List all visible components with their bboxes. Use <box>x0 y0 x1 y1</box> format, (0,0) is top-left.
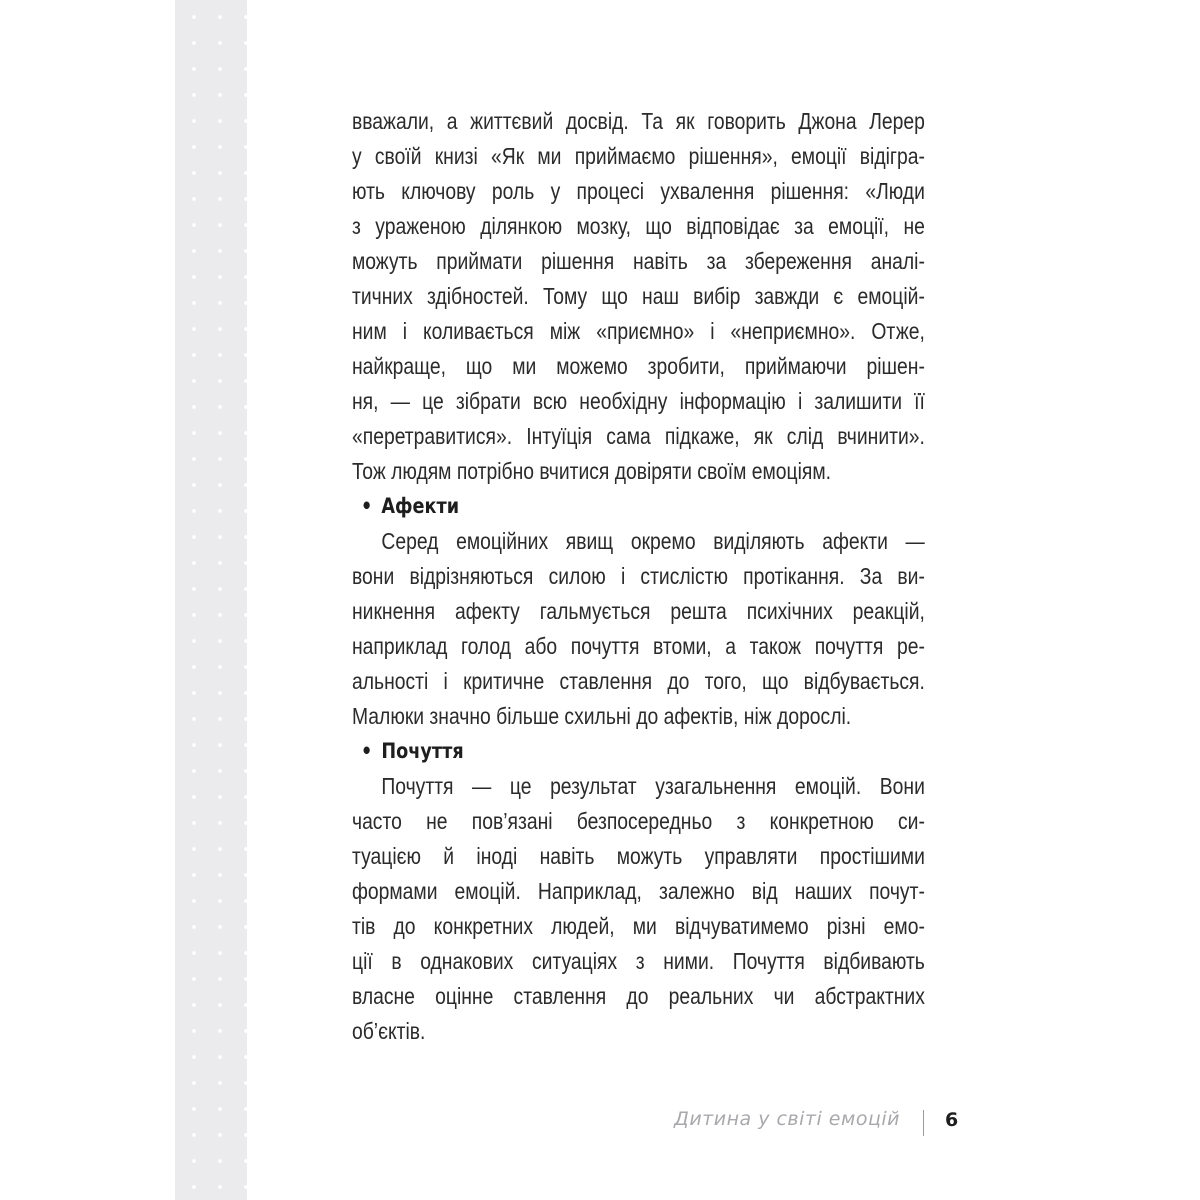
body-line: об’єктів. <box>352 1018 426 1044</box>
page-number: 6 <box>945 1109 959 1131</box>
body-line: ня, — це зібрати всю необхідну інформацію і залишити її <box>352 388 925 414</box>
body-line: тів до конкретних людей, ми відчуватимемо різні емо- <box>352 913 925 939</box>
body-line: Малюки значно більше схильні до афектів, ніж дорослі. <box>352 703 852 729</box>
body-line: ють ключову роль у процесі ухвалення рішення: «Люди <box>352 178 925 204</box>
body-line: формами емоцій. Наприклад, залежно від наших почут- <box>352 878 925 904</box>
body-line: Тож людям потрібно вчитися довіряти своїм емоціям. <box>352 458 832 484</box>
body-line: тичних здібностей. Тому що наш вибір завжди є емоцій- <box>352 283 925 309</box>
section-heading-label: Почуття <box>381 739 464 763</box>
section-heading-affects <box>352 489 925 524</box>
body-line: «перетравитися». Інтуїція сама підкаже, як слід вчинити». <box>352 423 925 449</box>
decorative-side-band <box>175 0 247 1200</box>
body-line: ції в однакових ситуаціях з ними. Почуття відбивають <box>352 948 925 974</box>
body-line: никнення афекту гальмується решта психічних реакцій, <box>352 598 925 624</box>
body-line: у своїй книзі «Як ми приймаємо рішення», емоції відігра- <box>352 143 925 169</box>
section-heading-label: Афекти <box>381 494 460 518</box>
body-line: туацією й іноді навіть можуть управляти простішими <box>352 843 925 869</box>
body-line: Серед емоційних явищ окремо виділяють афекти — <box>381 528 925 554</box>
running-title: Дитина у світі емоцій <box>673 1108 900 1130</box>
section-heading-feelings <box>352 734 925 769</box>
footer-separator <box>923 1110 924 1136</box>
page-body <box>352 104 925 1049</box>
body-line: ним і коливається між «приємно» і «неприємно». Отже, <box>352 318 925 344</box>
body-line: наприклад голод або почуття втоми, а також почуття ре- <box>352 633 925 659</box>
body-line: альності і критичне ставлення до того, що відбувається. <box>352 668 925 694</box>
body-line: часто не пов’язані безпосередньо з конкретною си- <box>352 808 925 834</box>
body-line: вважали, а життєвий досвід. Та як говорить Джона Лерер <box>352 108 925 134</box>
body-line: можуть приймати рішення навіть за збереження аналі- <box>352 248 925 274</box>
body-line: Почуття — це результат узагальнення емоцій. Вони <box>381 773 925 799</box>
body-line: вони відрізняються силою і стислістю протікання. За ви- <box>352 563 925 589</box>
page-footer <box>560 1104 980 1140</box>
body-line: власне оцінне ставлення до реальних чи абстрактних <box>352 983 925 1009</box>
bullet-icon: • <box>361 739 373 763</box>
body-line: з ураженою ділянкою мозку, що відповідає за емоції, не <box>352 213 925 239</box>
body-line: найкраще, що ми можемо зробити, приймаючи рішен- <box>352 353 925 379</box>
bullet-icon: • <box>361 494 373 518</box>
